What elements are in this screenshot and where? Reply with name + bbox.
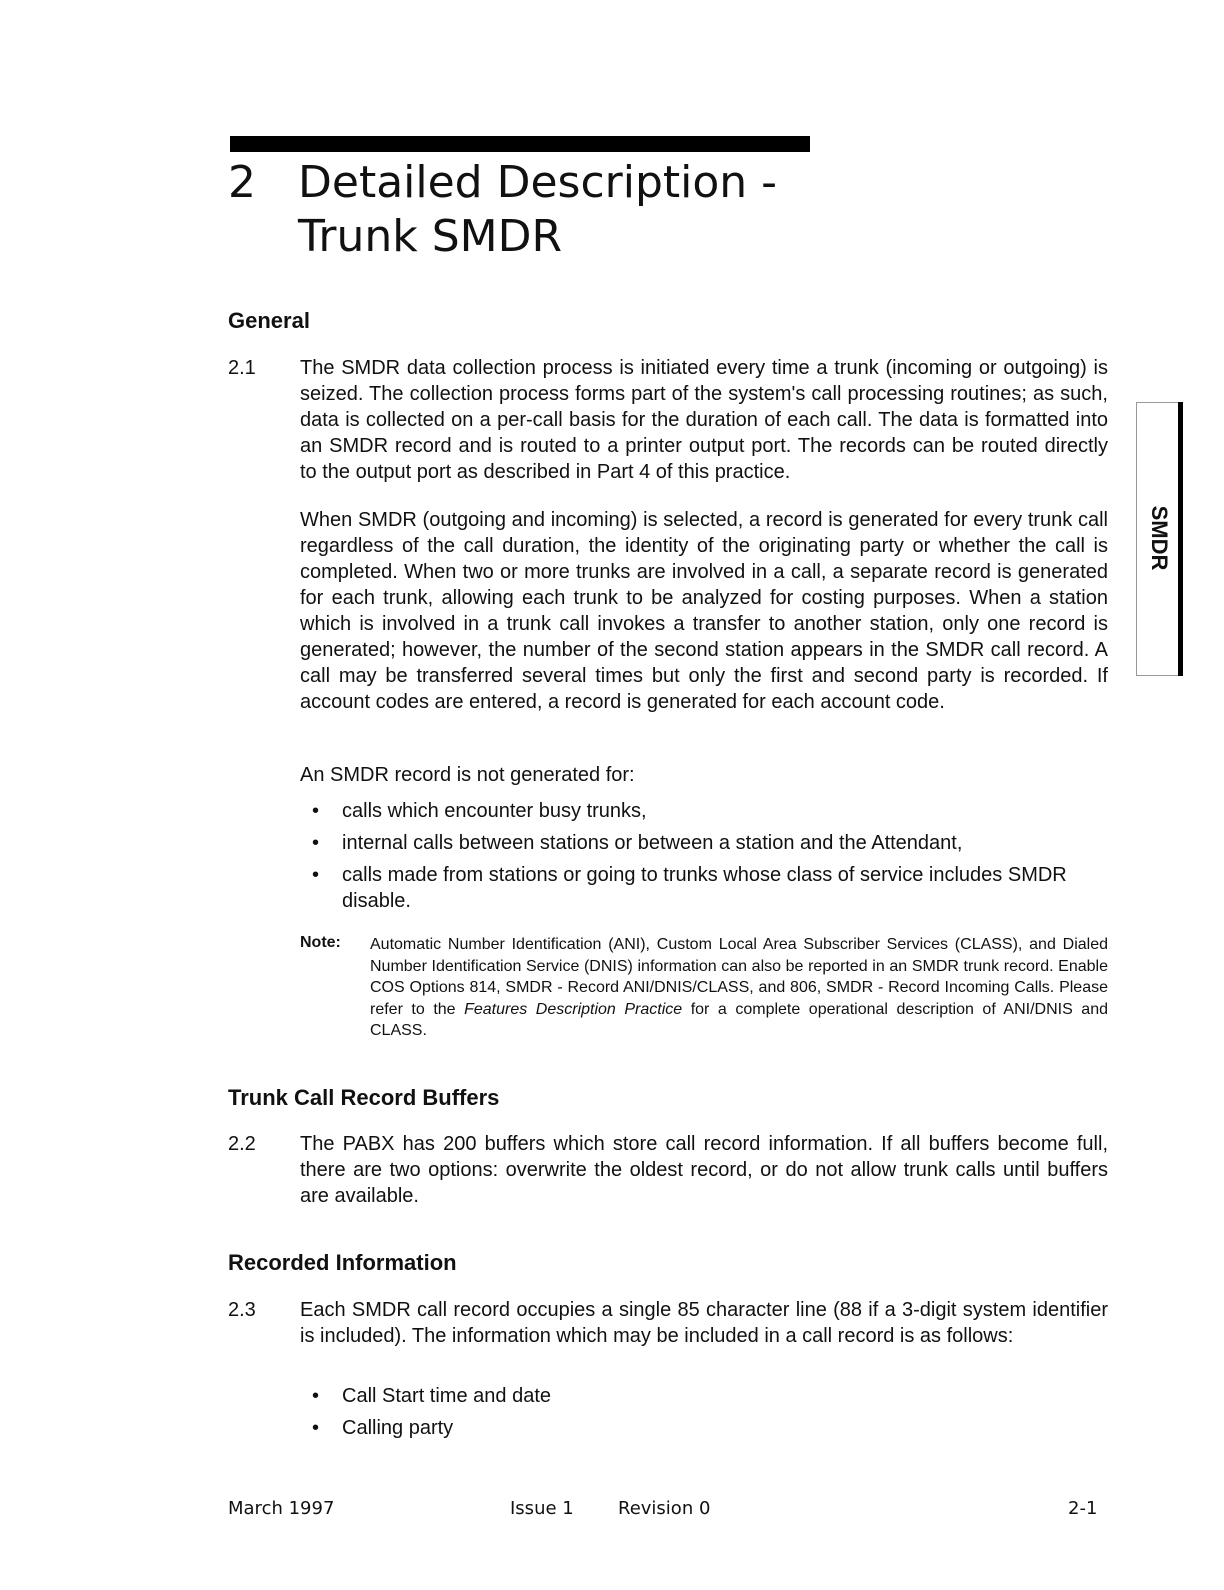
- note-reference-title: Features Description Practice: [464, 1000, 683, 1018]
- bullet-list: [300, 798, 1108, 920]
- footer-page-number: 2-1: [1068, 1498, 1098, 1519]
- list-item-text: Call Start time and date: [342, 1385, 551, 1407]
- note-text-after: for a complete operational description of ANI/DNIS and CLASS.: [370, 1000, 1108, 1039]
- paragraph: When SMDR (outgoing and incoming) is selected, a record is generated for every trunk call regardless of the call duration, the identity of the originating party or whether the call is completed. When two or more trunks are involved in a call, a separate record is generated for each trunk, allowing each trunk to be analyzed for costing purposes. When a station which is involved in a trunk call invokes a transfer to another station, only one record is generated; however, the number of the second station appears in the SMDR call record. A call may be transferred several times but only the first and second party is recorded. If account codes are entered, a record is generated for each account code.: [300, 509, 1108, 713]
- paragraph: Each SMDR call record occupies a single 85 character line (88 if a 3-digit system identifier is included). The information which may be included in a call record is as follows:: [300, 1299, 1108, 1347]
- bullet-icon: •: [312, 800, 320, 822]
- paragraph: An SMDR record is not generated for:: [300, 764, 635, 786]
- note-label: Note:: [300, 934, 341, 951]
- section-heading-recorded-information: Recorded Information: [228, 1250, 457, 1275]
- section-heading-general: General: [228, 308, 310, 333]
- list-item: [300, 862, 1108, 914]
- list-item-text: calls made from stations or going to trunks whose class of service includes SMDR disable.: [342, 864, 1067, 912]
- footer-date: March 1997: [228, 1498, 335, 1519]
- list-item: [300, 798, 1108, 824]
- list-item-text: Calling party: [342, 1417, 454, 1439]
- chapter-number: 2: [228, 157, 256, 208]
- paragraph-number: 2.2: [228, 1133, 256, 1155]
- chapter-title-line2: Trunk SMDR: [298, 211, 563, 262]
- paragraph: The PABX has 200 buffers which store call record information. If all buffers become full, there are two options: overwrite the oldest record, or do not allow trunk calls until buffers are available.: [300, 1133, 1108, 1207]
- footer-issue: Issue 1: [510, 1498, 574, 1519]
- side-tab-label: SMDR: [1147, 505, 1172, 571]
- list-item: [300, 830, 1108, 856]
- side-tab-bar: [1178, 402, 1183, 676]
- paragraph-number: 2.3: [228, 1299, 256, 1321]
- bullet-icon: •: [312, 832, 320, 854]
- list-item: [300, 1383, 1108, 1409]
- chapter-top-rule: [230, 136, 810, 152]
- footer-revision: Revision 0: [618, 1498, 711, 1519]
- list-item-text: internal calls between stations or between a station and the Attendant,: [342, 832, 963, 854]
- bullet-icon: •: [312, 1417, 320, 1439]
- chapter-title: [298, 156, 777, 264]
- paragraph: The SMDR data collection process is initiated every time a trunk (incoming or outgoing) is seized. The collection process forms part of the system's call processing routines; as such, data is collected on a per-call basis for the duration of each call. The data is formatted into an SMDR record and is routed to a printer output port. The records can be routed directly to the output port as described in Part 4 of this practice.: [300, 357, 1108, 483]
- chapter-title-line1: Detailed Description -: [298, 157, 778, 208]
- bullet-icon: •: [312, 864, 320, 886]
- list-item: [300, 1415, 1108, 1441]
- list-item-text: calls which encounter busy trunks,: [342, 800, 647, 822]
- bullet-icon: •: [312, 1385, 320, 1407]
- bullet-list: [300, 1383, 1108, 1447]
- section-heading-trunk-call-record-buffers: Trunk Call Record Buffers: [228, 1085, 500, 1110]
- note-text: [370, 934, 1108, 1042]
- note-text-before: Automatic Number Identification (ANI), Custom Local Area Subscriber Services (CLASS), and Dialed Number Identification Service (DNIS) information can also be reported in an SMDR trunk record. Enable COS Options 814, SMDR - Record ANI/DNIS/CLASS, and 806, SMDR - Record Incoming Calls. Please refer to the: [370, 936, 1108, 1018]
- paragraph-number: 2.1: [228, 357, 256, 379]
